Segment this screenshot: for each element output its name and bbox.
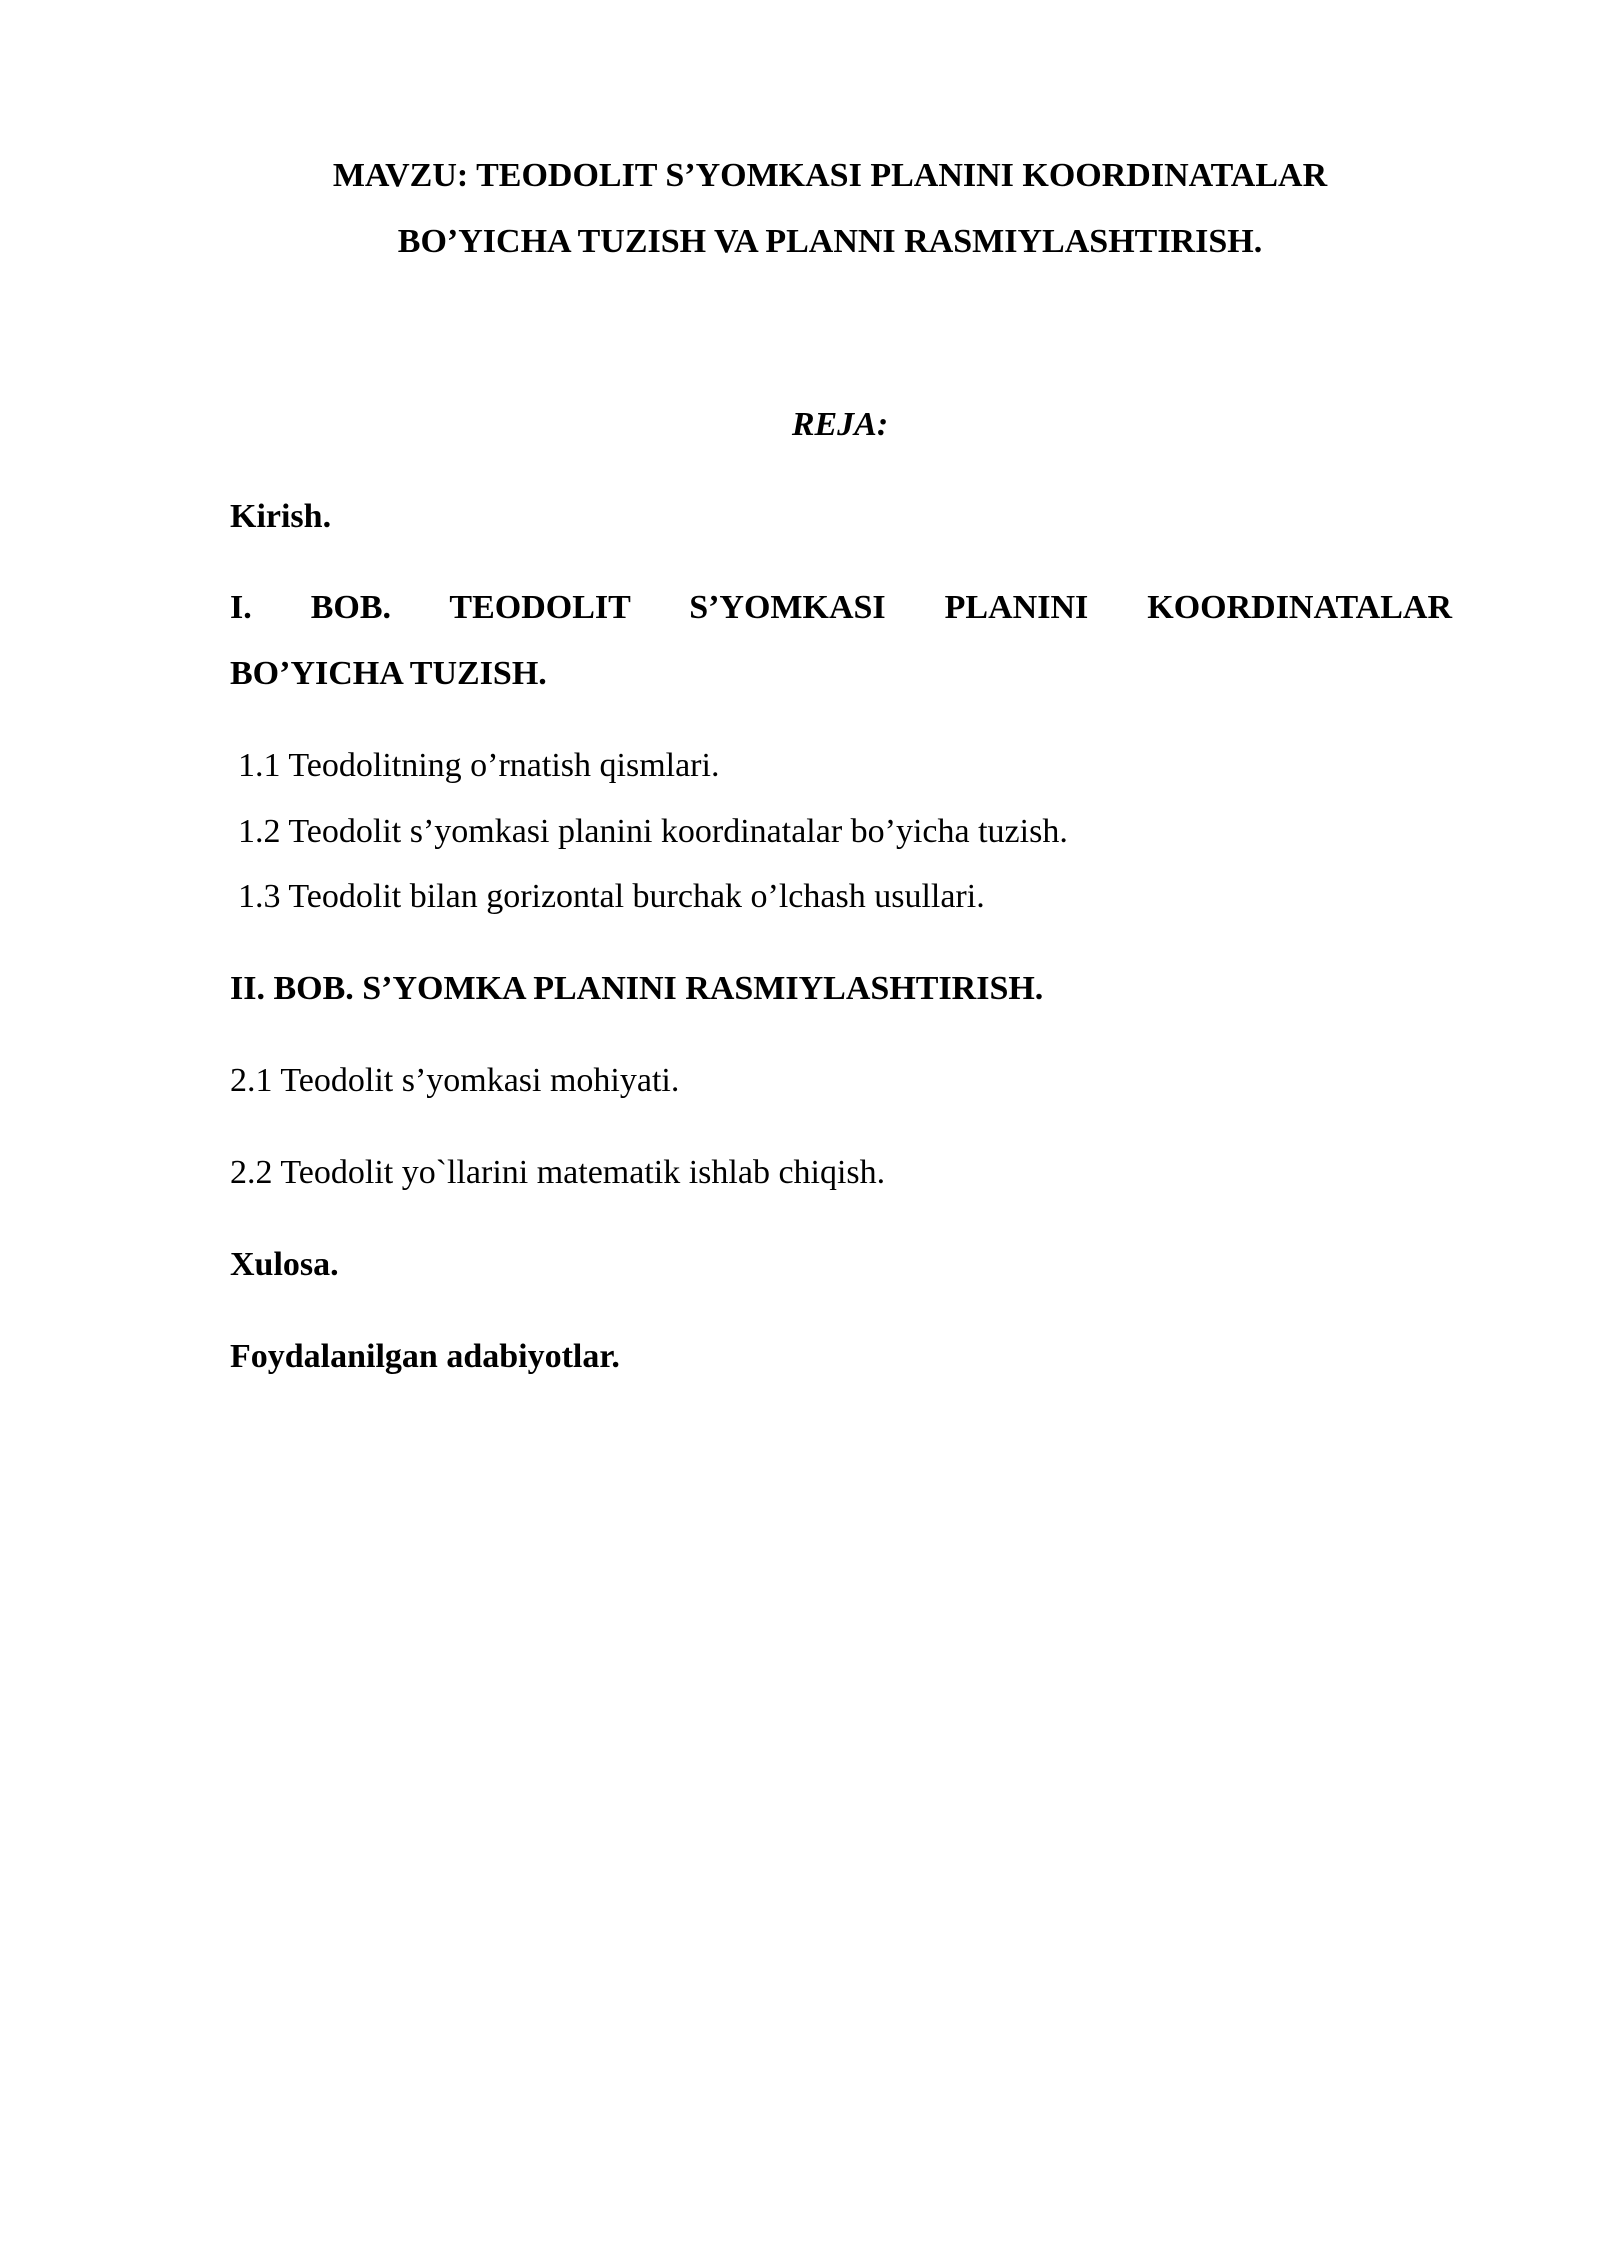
chapter2-title: II. BOB. S’YOMKA PLANINI RASMIYLASHTIRISH. [230,970,1044,1007]
chapter2-item-1: 2.1 Teodolit s’yomkasi mohiyati. [230,1062,680,1099]
chapter1-title-line-2: BO’YICHA TUZISH. [230,655,547,692]
intro-heading: Kirish. [230,498,332,535]
chapter1-item-3: 1.3 Teodolit bilan gorizontal burchak o’lchash usullari. [238,878,985,915]
title-line-2: BO’YICHA TUZISH VA PLANNI RASMIYLASHTIRISH. [397,223,1263,260]
conclusion-heading: Xulosa. [230,1246,339,1283]
chapter2-item-2: 2.2 Teodolit yo`llarini matematik ishlab chiqish. [230,1154,886,1191]
chapter1-item-1: 1.1 Teodolitning o’rnatish qismlari. [238,747,720,784]
plan-heading: REJA: [791,406,889,443]
title-line-1: MAVZU: TEODOLIT S’YOMKASI PLANINI KOORDINATALAR [332,157,1328,194]
references-heading: Foydalanilgan adabiyotlar. [230,1338,620,1375]
chapter1-title-line-1: I. BOB. TEODOLIT S’YOMKASI PLANINI KOORDINATALAR [230,589,1452,626]
chapter1-item-2: 1.2 Teodolit s’yomkasi planini koordinatalar bo’yicha tuzish. [238,813,1068,850]
